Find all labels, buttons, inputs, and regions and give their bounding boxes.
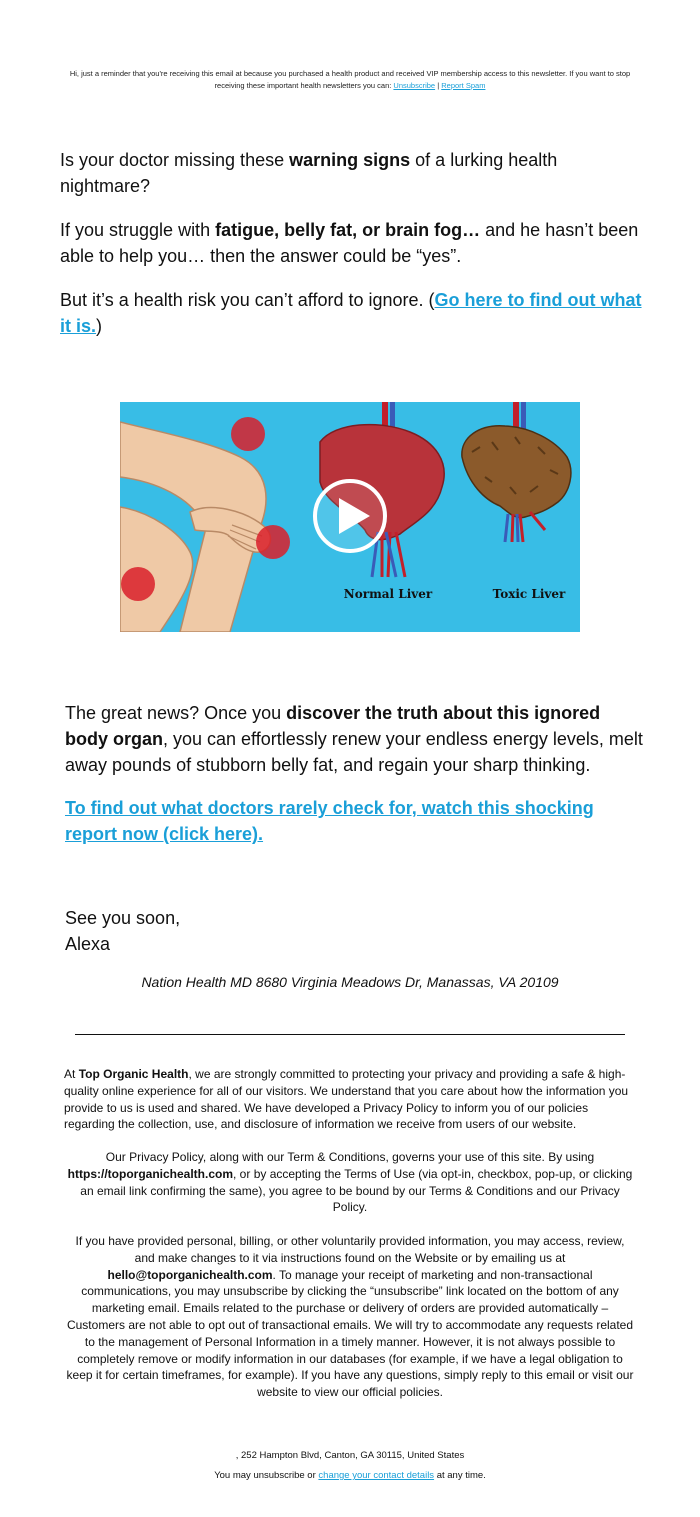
legal-brand-name: Top Organic Health bbox=[78, 1067, 189, 1081]
cta-link[interactable]: To find out what doctors rarely check for, watch this shocking report now (click here). bbox=[65, 798, 594, 844]
intro-question-suffix: of a lurking health nightmare? bbox=[60, 150, 558, 196]
label-toxic-liver: Toxic Liver bbox=[492, 587, 566, 601]
legal-personal-info bbox=[64, 1233, 636, 1401]
pain-spot-hip bbox=[231, 417, 265, 451]
signoff bbox=[65, 905, 180, 957]
legal-p1-prefix: At bbox=[64, 1067, 76, 1081]
legal-p3-prefix: If you have provided personal, billing, or other voluntarily provided information, you may access, review, and make changes to it via instructions found on the Website or by emailing us at bbox=[75, 1234, 625, 1265]
intro-question bbox=[60, 147, 645, 199]
divider bbox=[75, 1034, 625, 1035]
signoff-name: Alexa bbox=[65, 934, 111, 954]
footer-unsub-prefix: You may unsubscribe or bbox=[214, 1470, 316, 1481]
legal-p2-prefix: Our Privacy Policy, along with our Term & Conditions, governs your use of this site. By using bbox=[105, 1150, 595, 1164]
intro-symptoms bbox=[60, 217, 645, 269]
sender-address: Nation Health MD 8680 Virginia Meadows Dr, Manassas, VA 20109 bbox=[141, 974, 559, 990]
pain-spot-knee bbox=[256, 525, 290, 559]
legal-p1-suffix: , we are strongly committed to protecting your privacy and providing a safe & high-quality online experience for all of our visitors. We understand that you care about how the information you provide to us is used and shared. We have developed a Privacy Policy to inform you of our policies regarding the collection, use, and disclosure of information we receive from users of our website. bbox=[64, 1067, 629, 1132]
legal-contact-email: hello@toporganichealth.com bbox=[107, 1267, 273, 1282]
video-thumbnail[interactable] bbox=[120, 402, 580, 632]
play-icon[interactable] bbox=[315, 481, 385, 551]
report-spam-link[interactable]: Report Spam bbox=[441, 81, 486, 90]
intro-question-prefix: Is your doctor missing these bbox=[60, 150, 285, 170]
legal-p3-suffix: . To manage your receipt of marketing and non-transactional communications, you may unsubscribe by clicking the “unsubscribe” link located on the bottom of any marketing email. Emails related to the purchase or delivery of orders are provided automatically – Customers are not able to opt out of transactional emails. We will try to accommodate any requests related to the management of Personal Information in a timely manner. However, it is not always possible to completely remove or modify information in our databases (for example, if we have a legal obligation to keep it for certain timeframes, for example). If you have any questions, simply reply to this email or visit our website to view our official policies. bbox=[66, 1267, 634, 1400]
intro-question-bold: warning signs bbox=[289, 150, 411, 170]
intro-risk-suffix: ) bbox=[96, 316, 103, 336]
intro-symptoms-suffix: and he hasn’t been able to help you… then the answer could be “yes”. bbox=[60, 220, 639, 266]
legal-privacy-commitment bbox=[64, 1066, 636, 1133]
legal-website-url: https://toporganichealth.com bbox=[67, 1166, 234, 1181]
preheader-separator: | bbox=[437, 81, 440, 90]
signoff-greeting: See you soon, bbox=[65, 908, 181, 928]
label-normal-liver: Normal Liver bbox=[343, 587, 433, 601]
find-out-link[interactable]: Go here to find out what it is. bbox=[60, 290, 642, 336]
intro-risk-prefix: But it’s a health risk you can’t afford to ignore. ( bbox=[60, 290, 435, 310]
details-prefix: The great news? Once you bbox=[65, 703, 282, 723]
legal-privacy-policy bbox=[64, 1149, 636, 1216]
legal-p2-suffix: , or by accepting the Terms of Use (via opt-in, checkbox, pop-up, or clicking an email link confirming the same), you agree to be bound by our Terms & Conditions and our Privacy Policy. bbox=[80, 1166, 633, 1215]
details-suffix: , you can effortlessly renew your endless energy levels, melt away pounds of stubborn belly fat, and regain your sharp thinking. bbox=[65, 729, 643, 775]
cta-block bbox=[65, 795, 625, 847]
details-bold: discover the truth about this ignored body organ bbox=[65, 703, 601, 749]
footer-unsubscribe bbox=[0, 1470, 700, 1481]
intro-risk bbox=[60, 287, 645, 339]
intro-symptoms-prefix: If you struggle with bbox=[60, 220, 211, 240]
unsubscribe-link[interactable]: Unsubscribe bbox=[393, 81, 436, 90]
intro-symptoms-bold: fatigue, belly fat, or brain fog… bbox=[215, 220, 481, 240]
change-contact-details-link[interactable]: change your contact details bbox=[318, 1470, 435, 1481]
video-illustration bbox=[120, 402, 580, 632]
footer-address: , 252 Hampton Blvd, Canton, GA 30115, United States bbox=[235, 1450, 465, 1461]
details-paragraph bbox=[65, 700, 645, 778]
preheader bbox=[60, 68, 640, 92]
pain-spot-ankle bbox=[121, 567, 155, 601]
preheader-text: Hi, just a reminder that you're receiving this email at because you purchased a health product and received VIP membership access to this newsletter. If you want to stop receiving these important health newsletters you can: bbox=[69, 69, 631, 90]
footer-unsub-suffix: at any time. bbox=[436, 1470, 486, 1481]
